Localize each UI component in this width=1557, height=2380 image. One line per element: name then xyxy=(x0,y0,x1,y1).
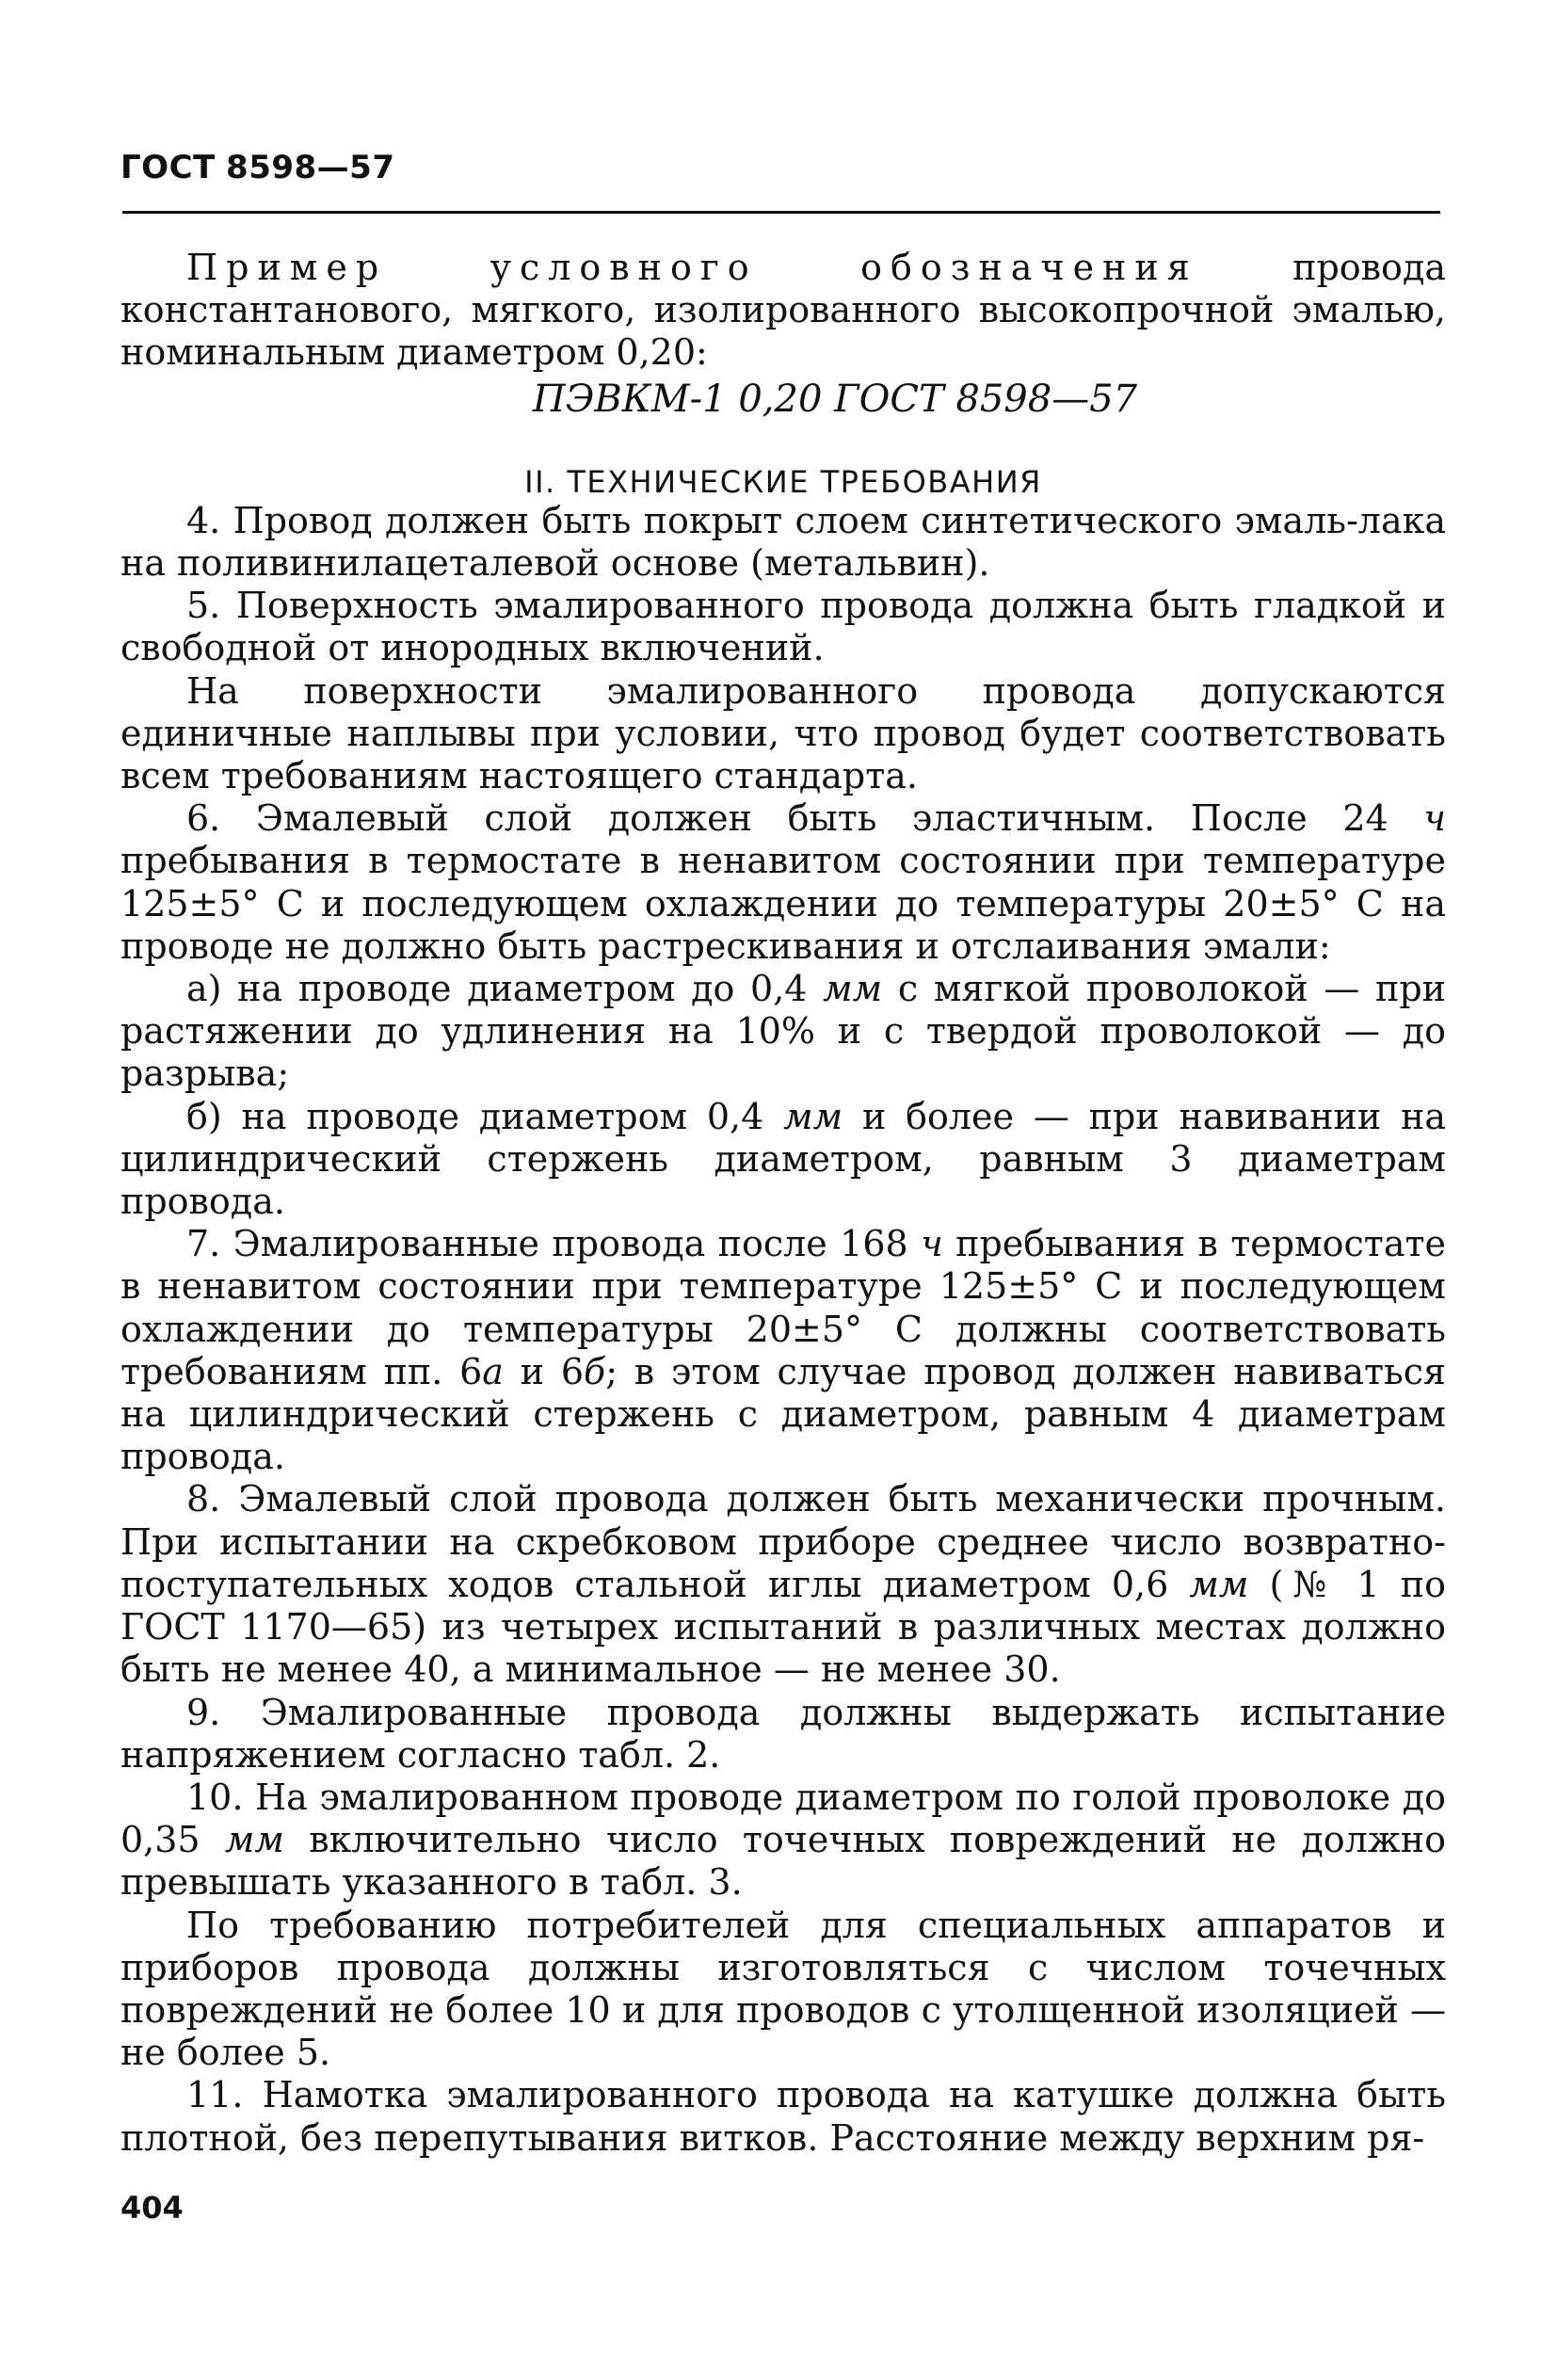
unit-mm: мм xyxy=(224,1819,284,1861)
paragraph-8-text-b: (№ 1 по ГОСТ 1170—65) из четырех испытаний в различных местах должно быть не менее 40, а минимальное — не менее 30. xyxy=(120,1563,1446,1691)
paragraph-4: 4. Провод должен быть покрыт слоем синтетического эмаль-лака на поливинилацеталевой основе (метальвин). xyxy=(120,499,1446,585)
unit-hours: ч xyxy=(1423,797,1446,840)
paragraph-11: 11. Намотка эмалированного провода на катушке должна быть плотной, без перепутывания витков. Расстояние между верхним ря- xyxy=(120,2074,1446,2159)
unit-mm: мм xyxy=(823,968,883,1010)
paragraph-6b-text-b: и более — при навивании на цилиндрический стержень диаметром, равным 3 диаметрам провода. xyxy=(120,1095,1446,1223)
paragraph-6 xyxy=(120,797,1446,968)
paragraph-9: 9. Эмалированные провода должны выдержать испытание напряжением согласно табл. 2. xyxy=(120,1691,1446,1776)
unit-mm: мм xyxy=(783,1095,843,1137)
page-number: 404 xyxy=(120,2190,184,2226)
designation-example: ПЭВКМ-1 0,20 ГОСТ 8598—57 xyxy=(532,377,1138,421)
paragraph-10-text-b: включительно число точечных повреждений не должно превышать указанного в табл. 3. xyxy=(120,1819,1446,1904)
paragraph-10-note: По требованию потребителей для специальных аппаратов и приборов провода должны изготовляться с числом точечных повреждений не более 10 и для проводов с утолщенной изоляцией — не более 5. xyxy=(120,1904,1446,2074)
paragraph-10-text-a: 10. На эмалированном проводе диаметром по голой проволоке до 0,35 xyxy=(120,1776,1446,1861)
page-body xyxy=(120,247,1446,2160)
running-header xyxy=(120,149,394,186)
paragraph-6a-text-b: с мягкой проволокой — при растяжении до удлинения на 10% и с твердой проволокой — до разрыва; xyxy=(120,968,1447,1095)
unit-mm: мм xyxy=(1189,1563,1249,1605)
paragraph-5-note: На поверхности эмалированного провода допускаются единичные наплывы при условии, что провод будет соответствовать всем требованиям настоящего стандарта. xyxy=(120,669,1446,797)
paragraph-6-text-b: пребывания в термостате в ненавитом состоянии при температуре 125±5° С и последующем охлаждении до температуры 20±5° С на проводе не должно быть растрескивания и отслаивания эмали: xyxy=(120,840,1446,967)
standard-prefix: ГОСТ xyxy=(120,149,216,186)
item-ref-a: а xyxy=(482,1350,504,1392)
standard-number: 8598—57 xyxy=(226,149,395,186)
paragraph-7-text-b: пребывания в термостате в ненавитом состоянии при температуре 125±5° С и последующем охлаждении до температуры 20±5° С должны соответствовать требованиям пп. 6 xyxy=(120,1223,1446,1392)
example-lead: Пример условного обозначения xyxy=(186,247,1198,288)
example-paragraph xyxy=(120,247,1446,375)
paragraph-8 xyxy=(120,1478,1446,1691)
paragraph-6b-text-a: б) на проводе диаметром 0,4 xyxy=(186,1095,784,1137)
paragraph-7-text-d: ; в этом случае провод должен навиваться на цилиндрический стержень с диаметром, равным 4 диаметрам провода. xyxy=(120,1350,1446,1478)
example-text: провода константанового, мягкого, изолированного высокопрочной эмалью, номинальным диаметром 0,20: xyxy=(120,247,1446,374)
item-ref-b: б xyxy=(584,1350,606,1392)
paragraph-6b xyxy=(120,1096,1446,1224)
section-title: II. ТЕХНИЧЕСКИЕ ТРЕБОВАНИЯ xyxy=(524,463,1042,500)
paragraph-7-text-a: 7. Эмалированные провода после 168 xyxy=(186,1223,922,1265)
paragraph-8-text-a: 8. Эмалевый слой провода должен быть механически прочным. При испытании на скребковом приборе среднее число возвратно-поступательных ходов стальной иглы диаметром 0,6 xyxy=(120,1478,1446,1605)
header-rule xyxy=(122,211,1440,214)
paragraph-6-text-a: 6. Эмалевый слой должен быть эластичным. После 24 xyxy=(186,797,1424,840)
paragraph-5: 5. Поверхность эмалированного провода должна быть гладкой и свободной от инородных включений. xyxy=(120,585,1446,669)
paragraph-10 xyxy=(120,1777,1446,1905)
paragraph-6a-text-a: а) на проводе диаметром до 0,4 xyxy=(186,968,824,1010)
paragraph-7-text-c: и 6 xyxy=(503,1350,585,1392)
paragraph-7 xyxy=(120,1223,1446,1478)
unit-hours: ч xyxy=(921,1223,943,1265)
paragraph-6a xyxy=(120,968,1446,1096)
